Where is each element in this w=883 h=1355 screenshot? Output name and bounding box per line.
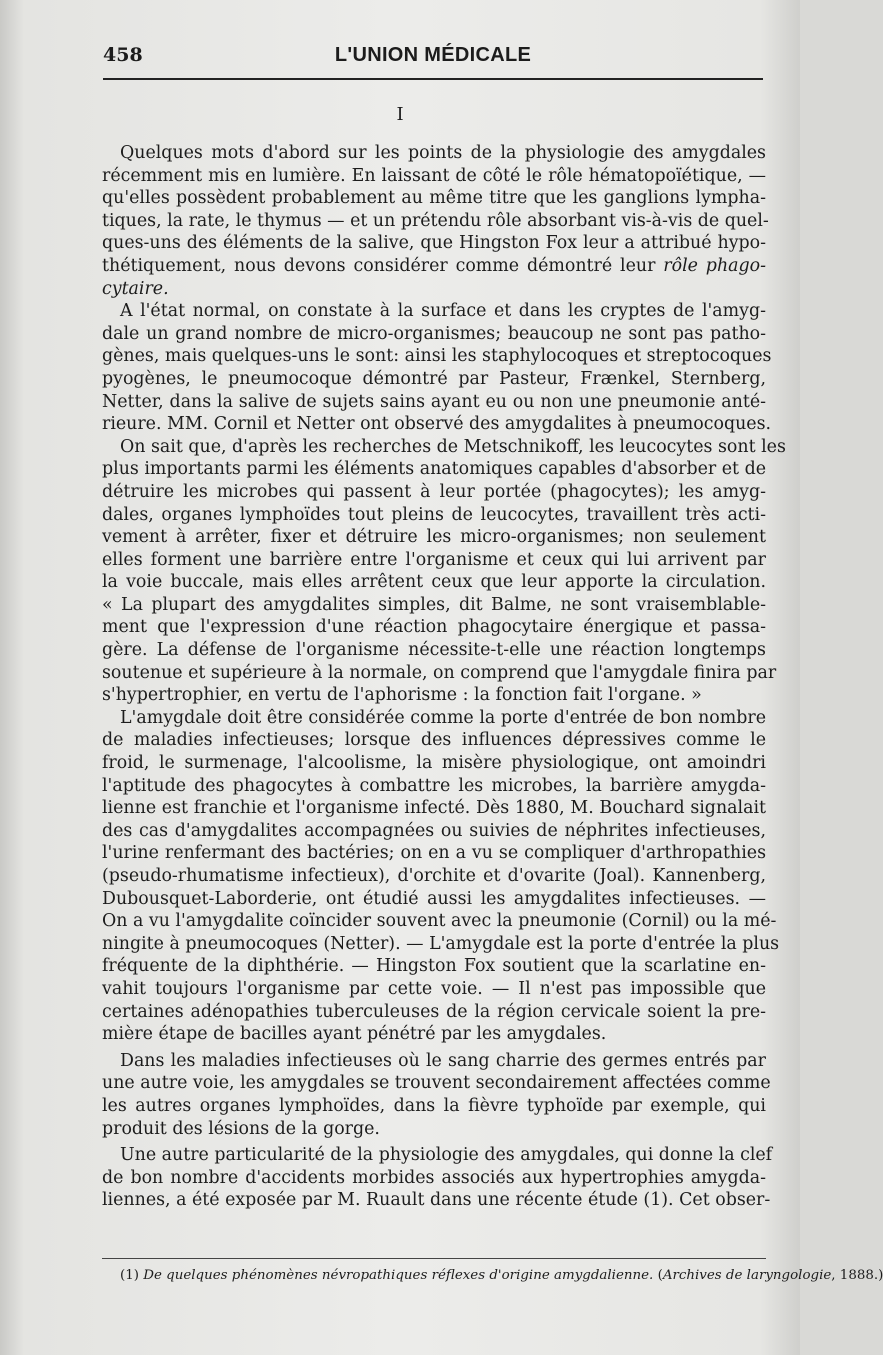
text-line: ques-uns des éléments de la salive, que Hingston Fox leur a attribué hypo- <box>102 233 766 254</box>
running-title: L'UNION MÉDICALE <box>334 44 532 66</box>
text-line: de maladies infectieuses; lorsque des influences dépressives comme le <box>102 730 766 751</box>
text-line: dale un grand nombre de micro-organismes; beaucoup ne sont pas patho- <box>102 323 766 344</box>
text-line: froid, le surmenage, l'alcoolisme, la misère physiologique, ont amoindri <box>102 753 766 774</box>
text-line: pyogènes, le pneumocoque démontré par Pasteur, Frænkel, Sternberg, <box>102 368 766 389</box>
text-line: Dubousquet-Laborderie, ont étudié aussi les amygdalites infectieuses. — <box>102 888 766 909</box>
text-line: de bon nombre d'accidents morbides associés aux hypertrophies amygda- <box>102 1167 766 1188</box>
text-line: qu'elles possèdent probablement au même titre que les ganglions lympha- <box>102 188 766 209</box>
footnote-line <box>102 1266 883 1285</box>
footnote-year: , 1888.) <box>831 1268 883 1283</box>
text-line: vement à arrêter, fixer et détruire les micro-organismes; non seulement <box>102 527 766 548</box>
text-line: L'amygdale doit être considérée comme la porte d'entrée de bon nombre <box>120 707 766 728</box>
text-line: Quelques mots d'abord sur les points de la physiologie des amygdales <box>120 143 766 163</box>
text-line: l'urine renfermant des bactéries; on en a vu se compliquer d'arthropathies <box>102 843 766 864</box>
footnote-rule <box>102 1258 766 1259</box>
footnote-marker: (1) <box>120 1268 139 1283</box>
text-line: des cas d'amygdalites accompagnées ou suivies de néphrites infectieuses, <box>102 820 766 841</box>
text-line: certaines adénopathies tuberculeuses de la région cervicale soient la pre- <box>102 1001 766 1022</box>
italic-phrase: cytaire. <box>102 278 169 299</box>
header-rule <box>103 78 763 80</box>
text-line: On a vu l'amygdalite coïncider souvent avec la pneumonie (Cornil) ou la mé- <box>102 911 777 932</box>
text-line: elles forment une barrière entre l'organisme et ceux qui lui arrivent par <box>102 549 766 570</box>
text-line: la voie buccale, mais elles arrêtent ceux que leur apporte la circulation. <box>102 572 766 593</box>
text-line: dales, organes lymphoïdes tout pleins de leucocytes, travaillent très acti- <box>102 504 766 525</box>
text-line: s'hypertrophier, en vertu de l'aphorisme : la fonction fait l'organe. » <box>102 685 702 706</box>
text-line: produit des lésions de la gorge. <box>102 1118 380 1139</box>
text-line: ment que l'expression d'une réaction phagocytaire énergique et passa- <box>102 617 766 638</box>
text-line: On sait que, d'après les recherches de Metschnikoff, les leucocytes sont les <box>120 436 786 457</box>
text-line: Une autre particularité de la physiologie des amygdales, qui donne la clef <box>120 1145 773 1166</box>
text-line: une autre voie, les amygdales se trouvent secondairement affectées comme <box>102 1073 771 1094</box>
text-line: plus importants parmi les éléments anatomiques capables d'absorber et de <box>102 459 766 480</box>
text-line: (pseudo-rhumatisme infectieux), d'orchite et d'ovarite (Joal). Kannenberg, <box>102 866 766 886</box>
section-numeral: I <box>396 104 404 125</box>
footnote <box>102 1266 883 1285</box>
text-line: Dans les maladies infectieuses où le sang charrie des germes entrés par <box>120 1050 766 1071</box>
footnote-journal: Archives de laryngologie <box>662 1268 832 1283</box>
text-line: soutenue et supérieure à la normale, on comprend que l'amygdale finira par <box>102 662 777 683</box>
text-line: tiques, la rate, le thymus — et un prétendu rôle absorbant vis-à-vis de quel- <box>102 210 769 231</box>
page-number: 458 <box>103 44 143 66</box>
text-line: fréquente de la diphthérie. — Hingston Fox soutient que la scarlatine en- <box>102 956 766 977</box>
text-line: les autres organes lymphoïdes, dans la fièvre typhoïde par exemple, qui <box>102 1095 766 1116</box>
text-line <box>102 278 766 301</box>
text-line: A l'état normal, on constate à la surface et dans les cryptes de l'amyg- <box>120 301 766 322</box>
footnote-paren: ( <box>657 1268 663 1283</box>
text-line: détruire les microbes qui passent à leur portée (phagocytes); les amyg- <box>102 481 766 502</box>
text-line: l'aptitude des phagocytes à combattre les microbes, la barrière amygda- <box>102 775 766 796</box>
footnote-title: De quelques phénomènes névropathiques réflexes d'origine amygdalienne. <box>143 1268 654 1283</box>
text-line: « La plupart des amygdalites simples, dit Balme, ne sont vraisemblable- <box>102 594 766 615</box>
text-line: rieure. MM. Cornil et Netter ont observé des amygdalites à pneumocoques. <box>102 414 772 435</box>
text-segment: thétiquement, nous devons considérer comme démontré leur <box>102 255 656 276</box>
text-line: Netter, dans la salive de sujets sains ayant eu ou non une pneumonie anté- <box>102 391 766 412</box>
text-line: vahit toujours l'organisme par cette voie. — Il n'est pas impossible que <box>102 978 766 999</box>
text-line: ningite à pneumocoques (Netter). — L'amygdale est la porte d'entrée la plus <box>102 933 780 954</box>
text-line: gènes, mais quelques-uns le sont: ainsi les staphylocoques et streptocoques <box>102 346 772 367</box>
page-header <box>103 44 763 74</box>
text-line: récemment mis en lumière. En laissant de côté le rôle hématopoïétique, — <box>102 165 766 186</box>
text-line: mière étape de bacilles ayant pénétré par les amygdales. <box>102 1024 607 1045</box>
text-line: lienne est franchie et l'organisme infecté. Dès 1880, M. Bouchard signalait <box>102 798 766 819</box>
text-line-with-italic <box>102 255 766 278</box>
text-line: liennes, a été exposée par M. Ruault dans une récente étude (1). Cet obser- <box>102 1190 771 1211</box>
italic-phrase: rôle phago- <box>663 255 766 276</box>
body-text <box>102 142 786 1212</box>
text-line: gère. La défense de l'organisme nécessite-t-elle une réaction longtemps <box>102 640 766 661</box>
